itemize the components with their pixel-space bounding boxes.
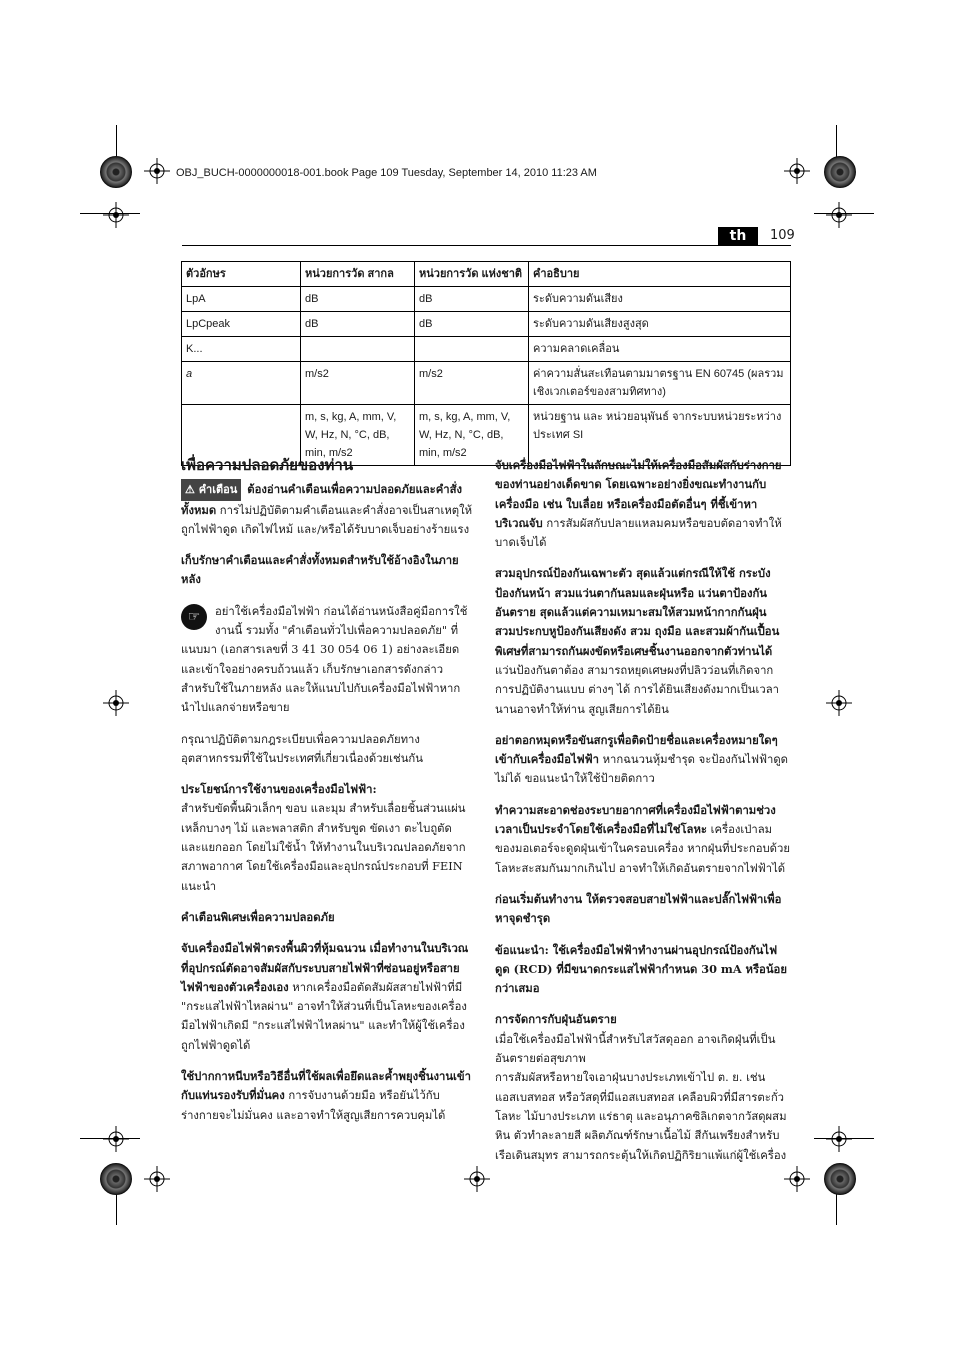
registration-mark-icon bbox=[784, 158, 810, 184]
ppe-bold: สวมอุปกรณ์ป้องกันเฉพาะตัว สุดแล้วแต่กรณีให้ใช้ กระบังป้องกันหน้า สวมแว่นตากันลมและฝุ่นหรือ แว่นตาป้องกันอันตราย สุดแล้วแต่ความเหมาะสมให้สวมหน้ากากกันฝุ่น สวมประกบหูป้องกันเสียงดัง สวม ถุงมือ และสวมผ้ากันเปื้อนพิเศษที่สามารถกันผงขัดหรือเศษชิ้นงานออกจากตัวท่านได้ bbox=[495, 566, 780, 658]
clean-paragraph bbox=[495, 801, 791, 878]
page-number: 109 bbox=[770, 228, 795, 243]
book-info-line: OBJ_BUCH-0000000018-001.book Page 109 Tuesday, September 14, 2010 11:23 AM bbox=[176, 167, 597, 179]
table-header-cell: คำอธิบาย bbox=[529, 262, 791, 287]
table-cell bbox=[301, 337, 415, 362]
clamp-text: การจับงานด้วยมือ หรือยันไว้กับร่างกายจะไม่มั่นคง และอาจทำให้สูญเสียการควบคุมได้ bbox=[181, 1089, 446, 1122]
use-title: ประโยชน์การใช้งานของเครื่องมือไฟฟ้า: bbox=[181, 782, 377, 797]
rivet-text: หากฉนวนหุ้มชำรุด จะป้องกันไฟฟ้าดูดไม่ได้ ขอแนะนำให้ใช้ป้ายติดกาว bbox=[495, 753, 789, 786]
table-cell: dB bbox=[415, 287, 529, 312]
left-column bbox=[181, 456, 473, 1137]
registration-mark-icon bbox=[826, 202, 852, 228]
hold-paragraph bbox=[181, 939, 473, 1055]
table-cell: LpCpeak bbox=[182, 312, 301, 337]
table-header-cell: ตัวอักษร bbox=[182, 262, 301, 287]
rcd-paragraph: ข้อแนะนำ: ใช้เครื่องมือไฟฟ้าทำงานผ่านอุปกรณ์ป้องกันไฟดูด (RCD) ที่มีขนาดกระแสไฟฟ้ากำหนด 30 mA หรือน้อยกว่าเสมอ bbox=[495, 942, 787, 996]
hold-text: หากเครื่องมือตัดสัมผัสสายไฟฟ้าที่มี "กระแสไฟฟ้าไหลผ่าน" อาจทำให้ส่วนที่เป็นโลหะของเครื่องมือไฟฟ้าเกิดมี "กระแสไฟฟ้าไหลผ่าน" และทำให้ผู้ใช้เครื่องถูกไฟฟ้าดูดได้ bbox=[181, 980, 467, 1052]
use-text: สำหรับขัดพื้นผิวเล็กๆ ขอบ และมุม สำหรับเลื่อยชิ้นส่วนแผ่นเหล็กบางๆ ไม้ และพลาสติก สำหรับขูด ขัดเงา ตะไบถูตัด และแยกออก โดยไม่ใช้น้ำ ให้ทำงานในบริเวณปลอดภัยจากสภาพอากาศ โดยใช้เครื่องมือและอุปกรณ์ประกอบที่ FEIN แนะนำ bbox=[181, 802, 466, 893]
section-title: เพื่อความปลอดภัยของท่าน bbox=[181, 456, 354, 474]
warning-label: ⚠ คำเตือน bbox=[181, 479, 241, 500]
table-cell: dB bbox=[301, 312, 415, 337]
table-cell: หน่วยฐาน และ หน่วยอนุพันธ์ จากระบบหน่วยระหว่างประเทศ SI bbox=[529, 405, 791, 466]
table-cell: LpA bbox=[182, 287, 301, 312]
table-cell: a bbox=[182, 362, 301, 405]
color-wheel-icon bbox=[824, 156, 856, 188]
dust-text-1: เมื่อใช้เครื่องมือไฟฟ้านี้สำหรับไสวัสดุออก อาจเกิดฝุ่นที่เป็นอันตรายต่อสุขภาพ bbox=[495, 1032, 776, 1066]
hold-bold: จับเครื่องมือไฟฟ้าตรงพื้นผิวที่หุ้มฉนวน เมื่อทำงานในบริเวณที่อุปกรณ์ตัดอาจสัมผัสกับระบบสายไฟฟ้าที่ซ่อนอยู่หรือสายไฟฟ้าของตัวเครื่องเอง bbox=[181, 941, 469, 994]
registration-mark-icon bbox=[826, 690, 852, 716]
table-cell: K... bbox=[182, 337, 301, 362]
dust-title: การจัดการกับฝุ่นอันตราย bbox=[495, 1012, 617, 1027]
dust-text-2: การสัมผัสหรือหายใจเอาฝุ่นบางประเภทเข้าไป ต. ย. เช่น แอสเบสทอส หรือวัสดุที่มีแอสเบสทอส เคลือบผิวที่มีสารตะกั่ว โลหะ ไม้บางประเภท แร่ธาตุ และอนุภาคซิลิเกตจากวัสดุผสมหิน ตัวทำละลายสี ผลิตภัณฑ์รักษาเนื้อไม้ สีกันเพรียงสำหรับเรือเดินสมุทร สามารถกระตุ้นให้เกิดปฏิกิริยาแพ้แก่ผู้ใช้เครื่อง bbox=[495, 1071, 787, 1162]
table-cell: m/s2 bbox=[301, 362, 415, 405]
color-wheel-icon bbox=[824, 1163, 856, 1195]
table-cell: ระดับความดันเสียง bbox=[529, 287, 791, 312]
right-column bbox=[495, 456, 791, 1177]
language-badge: th bbox=[718, 227, 758, 246]
clean-text: เครื่องเป่าลมของมอเตอร์จะดูดฝุ่นเข้าในครอบเครื่อง หากฝุ่นที่ประกอบด้วยโลหะสะสมกันมากเกินไป อาจทำให้เกิดอันตรายจากไฟฟ้าได้ bbox=[495, 823, 790, 875]
check-cable-paragraph: ก่อนเริ่มต้นทำงาน ให้ตรวจสอบสายไฟฟ้าและปลั๊กไฟฟ้าเพื่อหาจุดชำรุด bbox=[495, 891, 782, 926]
clamp-bold: ใช้ปากกาหนีบหรือวิธีอื่นที่ใช้ผลเพื่อยึดและค้ำพยุงชิ้นงานเข้ากับแท่นรองรับที่มั่นคง bbox=[181, 1069, 471, 1103]
registration-mark-icon bbox=[826, 1126, 852, 1152]
registration-mark-icon bbox=[144, 158, 170, 184]
table-cell: m/s2 bbox=[415, 362, 529, 405]
registration-mark-icon bbox=[103, 690, 129, 716]
grip-text: การสัมผัสกับปลายแหลมคมหรือขอบตัดอาจทำให้บาดเจ็บได้ bbox=[495, 516, 782, 550]
table-row bbox=[182, 362, 791, 405]
rivet-paragraph bbox=[495, 731, 791, 789]
header-rule bbox=[182, 245, 791, 246]
warning-text: การไม่ปฏิบัติตามคำเตือนและคำสั่งอาจเป็นสาเหตุให้ถูกไฟฟ้าดูด เกิดไฟไหม้ และ/หรือได้รับบาดเจ็บอย่างร้ายแรง bbox=[181, 503, 473, 536]
table-cell: dB bbox=[301, 287, 415, 312]
rivet-bold: อย่าตอกหมุดหรือขันสกรูเพื่อติดป้ายชื่อและเครื่องหมายใดๆ เข้ากับเครื่องมือไฟฟ้า bbox=[495, 732, 778, 767]
read-manual-text: อย่าใช้เครื่องมือไฟฟ้า ก่อนได้อ่านหนังสือคู่มือการใช้งานนี้ รวมทั้ง "คำเตือนทั่วไปเพื่อความปลอดภัย" ที่แนบมา (เอกสารเลขที่ 3 41 30 054 06 1) อย่างละเอียดและเข้าใจอย่างครบถ้วนแล้ว เก็บรักษาเอกสารดังกล่าวสำหรับใช้ในภายหลัง และให้แนบไปกับเครื่องมือไฟฟ้าหากนำไปแลกจ่ายหรือขาย bbox=[181, 604, 468, 715]
regulations-paragraph: กรุณาปฏิบัติตามกฎระเบียบเพื่อความปลอดภัยทางอุตสาหกรรมที่ใช้ในประเทศที่เกี่ยวเนื่องด้วยเช่นกัน bbox=[181, 732, 423, 765]
grip-bold: จับเครื่องมือไฟฟ้าในลักษณะไม่ให้เครื่องมือสัมผัสกับร่างกายของท่านอย่างเด็ดขาด โดยเฉพาะอย่างยิ่งขณะทำงานกับเครื่องมือ เช่น ใบเลื่อย หรือเครื่องมือตัดอื่นๆ ที่ชี้เข้าหาบริเวณจับ bbox=[495, 458, 782, 530]
table-cell bbox=[415, 337, 529, 362]
read-manual-icon: ☞ bbox=[181, 604, 207, 630]
units-table bbox=[181, 261, 791, 466]
ppe-paragraph bbox=[495, 564, 791, 718]
read-manual-paragraph bbox=[181, 602, 473, 718]
table-cell: ระดับความดันเสียงสูงสุด bbox=[529, 312, 791, 337]
ppe-text: แว่นป้องกันตาต้อง สามารถหยุดเศษผงที่ปลิวว่อนที่เกิดจากการปฏิบัติงานแบบ ต่างๆ ได้ การได้ยินเสียงดังมากเป็นเวลานานอาจทำให้ท่าน สูญเสียการได้ยิน bbox=[495, 663, 779, 716]
clean-bold: ทำความสะอาดช่องระบายอากาศที่เครื่องมือไฟฟ้าตามช่วงเวลาเป็นประจำโดยใช้เครื่องมือที่ไม่ใช่โลหะ bbox=[495, 802, 776, 837]
registration-mark-icon bbox=[144, 1166, 170, 1192]
table-row bbox=[182, 287, 791, 312]
table-row bbox=[182, 337, 791, 362]
special-warnings-title: คำเตือนพิเศษเพื่อความปลอดภัย bbox=[181, 909, 335, 924]
clamp-paragraph bbox=[181, 1067, 473, 1125]
table-header-cell: หน่วยการวัด สากล bbox=[301, 262, 415, 287]
warning-label-text: คำเตือน bbox=[198, 483, 238, 497]
color-wheel-icon bbox=[100, 156, 132, 188]
grip-paragraph bbox=[495, 456, 791, 552]
table-header-row bbox=[182, 262, 791, 287]
table-cell: ความคลาดเคลื่อน bbox=[529, 337, 791, 362]
table-cell: m, s, kg, A, mm, V, W, Hz, N, °C, dB, min, m/s2 bbox=[301, 405, 415, 466]
table-row bbox=[182, 312, 791, 337]
registration-mark-icon bbox=[103, 1126, 129, 1152]
warning-bold: ต้องอ่านคำเตือนเพื่อความปลอดภัยและคำสั่งทั้งหมด bbox=[181, 482, 463, 517]
table-cell: m, s, kg, A, mm, V, W, Hz, N, °C, dB, min, m/s2 bbox=[415, 405, 529, 466]
table-header-cell: หน่วยการวัด แห่งชาติ bbox=[415, 262, 529, 287]
registration-mark-icon bbox=[103, 202, 129, 228]
table-cell: ค่าความสั่นสะเทือนตามมาตรฐาน EN 60745 (ผลรวมเชิงเวกเตอร์ของสามทิศทาง) bbox=[529, 362, 791, 405]
keep-instructions: เก็บรักษาคำเตือนและคำสั่งทั้งหมดสำหรับใช้อ้างอิงในภายหลัง bbox=[181, 553, 459, 587]
registration-mark-icon bbox=[464, 1166, 490, 1192]
color-wheel-icon bbox=[100, 1163, 132, 1195]
table-cell: dB bbox=[415, 312, 529, 337]
warning-paragraph bbox=[181, 479, 473, 539]
